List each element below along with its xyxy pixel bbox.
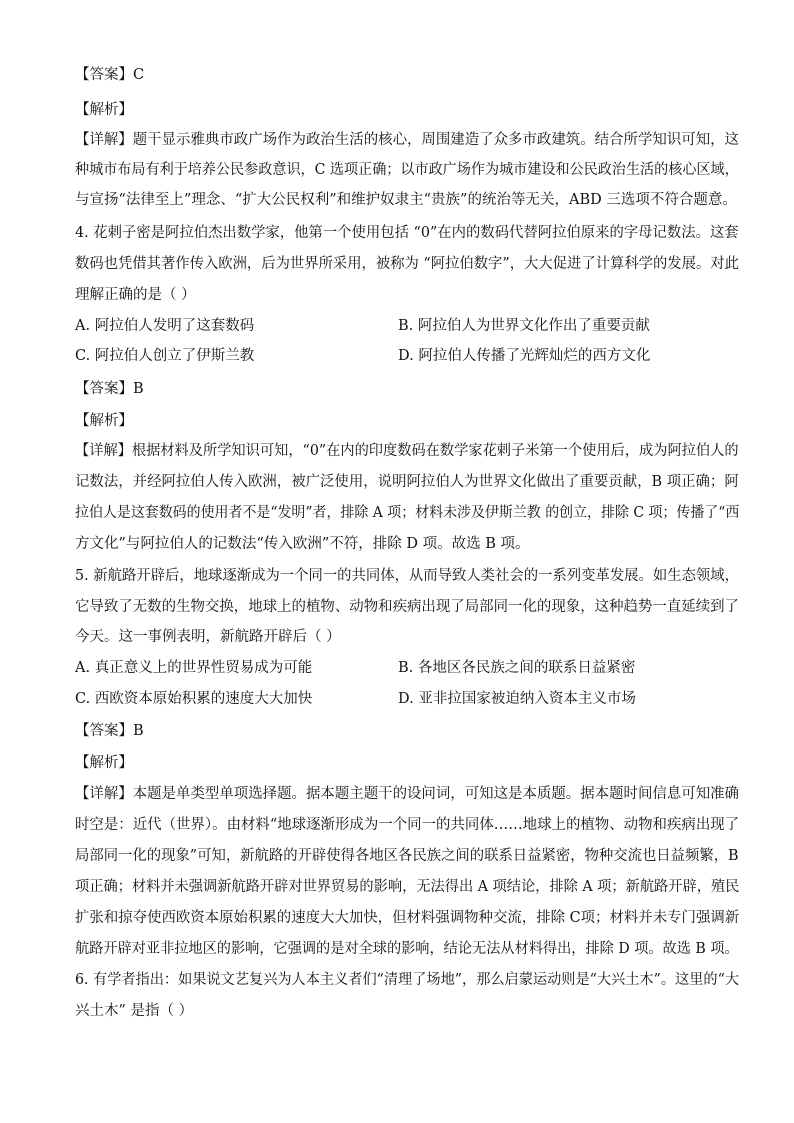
option-c: C. 西欧资本原始积累的速度大大加快 xyxy=(75,691,313,707)
detail-line: 扩张和掠夺使西欧资本原始积累的速度大大加快，但材料强调物种交流，排除 C项；材料并未专门强调新 xyxy=(75,910,740,926)
detail-line: 拉伯人是这套数码的使用者不是“发明”者，排除 A 项；材料未涉及伊斯兰教 的创立，排除 C 项；传播了“西 xyxy=(75,505,740,521)
detail-line: 时空是：近代（世界）。由材料“地球逐渐形成为一个同一的共同体……地球上的植物、动物和疾病出现了 xyxy=(75,817,740,833)
option-c: C. 阿拉伯人创立了伊斯兰教 xyxy=(75,348,255,364)
question-line: 它导致了无数的生物交换，地球上的植物、动物和疾病出现了局部同一化的现象，这种趋势一直延续到了 xyxy=(75,599,739,615)
detail-line: 【详解】根据材料及所学知识可知，“0”在内的印度数码在数学家花剌子米第一个使用后，成为阿拉伯人的 xyxy=(75,443,739,459)
option-a: A. 阿拉伯人发明了这套数码 xyxy=(75,318,255,334)
detail-line: 种城市布局有利于培养公民参政意识，C 选项正确；以市政广场作为城市建设和公民政治生活的核心区域， xyxy=(75,162,739,178)
question-line: 数码也凭借其著作传入欧洲，后为世界所采用，被称为 “阿拉伯数字”，大大促进了计算科学的发展。对此 xyxy=(75,256,739,272)
option-a: A. 真正意义上的世界性贸易成为可能 xyxy=(75,660,313,676)
detail-line: 【详解】本题是单类型单项选择题。据本题主题干的设问词，可知这是本质题。据本题时间信息可知准确 xyxy=(75,786,739,802)
option-b: B. 阿拉伯人为世界文化作出了重要贡献 xyxy=(398,318,650,334)
question-line: 4. 花剌子密是阿拉伯杰出数学家，他第一个使用包括 “0”在内的数码代替阿拉伯原来的字母记数法。这套 xyxy=(75,225,739,241)
question-line: 6. 有学者指出：如果说文艺复兴为人本主义者们“清理了场地”，那么启蒙运动则是“大兴土木”。这里的“大 xyxy=(75,972,740,988)
detail-line: 航路开辟对亚非拉地区的影响，它强调的是对全球的影响，结论无法从材料得出，排除 D 项。故选 B 项。 xyxy=(75,941,739,957)
option-d: D. 阿拉伯人传播了光辉灿烂的西方文化 xyxy=(398,348,651,364)
answer-label: 【答案】B xyxy=(75,723,144,739)
detail-line: 与宣扬“法律至上”理念、“扩大公民权利”和维护奴隶主“贵族”的统治等无关，ABD 三选项不符合题意。 xyxy=(75,192,737,208)
question-line: 理解正确的是（ ） xyxy=(75,287,196,303)
option-d: D. 亚非拉国家被迫纳入资本主义市场 xyxy=(398,691,636,707)
answer-label: 【答案】B xyxy=(75,381,144,397)
answer-label: 【答案】C xyxy=(75,67,145,83)
question-line: 兴土木” 是指（ ） xyxy=(75,1003,194,1019)
detail-line: 局部同一化的现象”可知，新航路的开辟使得各地区各民族之间的联系日益紧密，物种交流也日益频繁，B xyxy=(75,848,739,864)
question-line: 今天。这一事例表明，新航路开辟后（ ） xyxy=(75,629,341,645)
question-line: 5. 新航路开辟后，地球逐渐成为一个同一的共同体，从而导致人类社会的一系列变革发展。如生态领域， xyxy=(75,568,739,584)
detail-line: 方文化”与阿拉伯人的记数法“传入欧洲”不符，排除 D 项。故选 B 项。 xyxy=(75,536,530,552)
detail-line: 记数法，并经阿拉伯人传入欧洲，被广泛使用，说明阿拉伯人为世界文化做出了重要贡献，B 项正确；阿 xyxy=(75,474,739,490)
analysis-label: 【解析】 xyxy=(75,102,133,118)
option-b: B. 各地区各民族之间的联系日益紧密 xyxy=(398,660,636,676)
detail-line: 项正确；材料并未强调新航路开辟对世界贸易的影响，无法得出 A 项结论，排除 A 项；新航路开辟，殖民 xyxy=(75,879,740,895)
analysis-label: 【解析】 xyxy=(75,413,133,429)
detail-line: 【详解】题干显示雅典市政广场作为政治生活的核心，周围建造了众多市政建筑。结合所学知识可知，这 xyxy=(75,132,739,148)
analysis-label: 【解析】 xyxy=(75,755,133,771)
